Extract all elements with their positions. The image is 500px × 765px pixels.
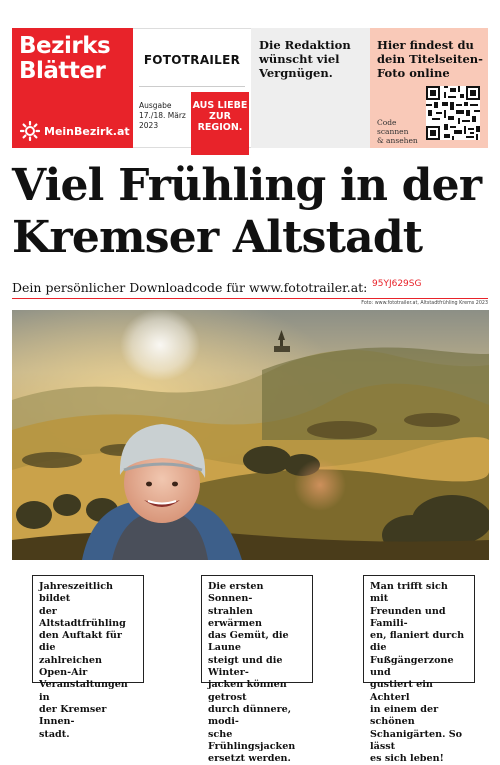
issue-info: Ausgabe 17./18. März 2023 — [139, 101, 186, 130]
redaktion-block — [251, 28, 370, 148]
region-badge: AUS LIEBE ZUR REGION. — [191, 92, 249, 155]
download-code: 95YJ629SG — [372, 279, 422, 289]
cover-text: Hier findest du dein Titelseiten- Foto online — [377, 38, 483, 80]
divider — [139, 86, 245, 87]
sun-logo-icon — [20, 121, 40, 141]
scan-instructions: Code scannen & ansehen — [377, 118, 418, 145]
qr-code-icon[interactable] — [426, 86, 480, 140]
text-box-1: Jahreszeitlich bildet der Altstadtfrühling den Auftakt für die zahlreichen Open-Air Veranstaltungen in der Kremser Innen- stadt. — [32, 575, 144, 683]
red-rule — [12, 298, 488, 299]
text-box-2: Die ersten Sonnen- strahlen erwärmen das Gemüt, die Laune steigt und die Winter- jacken können getrost durch dünnere, modi- sche Frühlingsjacken ersetzt werden. — [201, 575, 313, 683]
meinbezirk-link[interactable]: MeinBezirk.at — [20, 121, 130, 141]
brand-block — [12, 28, 133, 148]
cover-photo-block — [370, 28, 488, 148]
fototrailer-block — [133, 28, 251, 148]
headline: Viel Frühling in der Kremser Altstadt — [12, 160, 482, 263]
download-text: Dein persönlicher Downloadcode für www.fototrailer.at: — [12, 280, 368, 295]
redaktion-text: Die Redaktion wünscht viel Vergnügen. — [259, 38, 351, 80]
fototrailer-label: FOTOTRAILER — [143, 53, 241, 67]
cover-photo — [12, 310, 489, 560]
brand-name: Bezirks Blätter — [19, 33, 111, 84]
text-box-3: Man trifft sich mit Freunden und Famili- en, flaniert durch die Fußgängerzone und gustiert ein Achterl in einem der schönen Schanigärten. So lässt es sich leben! — [363, 575, 475, 683]
photo-credit: Foto: www.fototrailer.at, Altstadtfrühling Krems 2023 — [361, 301, 488, 306]
